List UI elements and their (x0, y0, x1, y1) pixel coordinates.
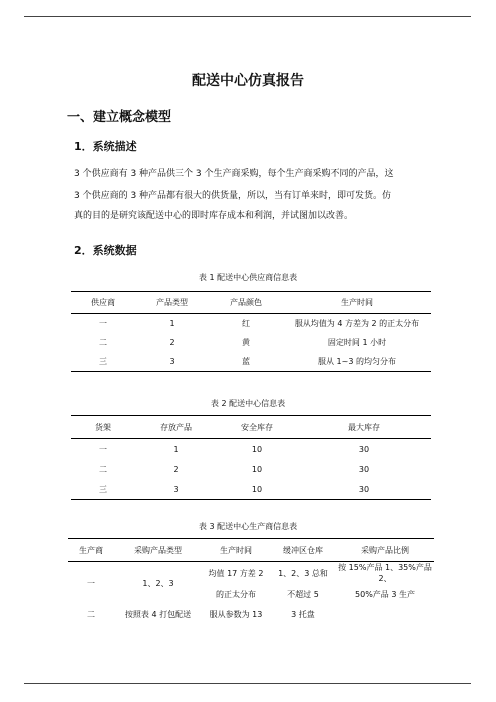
table1-caption: 表 1 配送中心供应商信息表 (198, 273, 298, 282)
table-cell: 按照表 4 打包配送 (124, 609, 192, 619)
table-cell: 1 (173, 444, 179, 454)
table-cell: 3 (169, 357, 175, 366)
table-cell: 50%产品 3 生产 (355, 589, 415, 599)
table-cell: 一 (99, 444, 107, 454)
table-cell: 2 (169, 338, 175, 347)
table-cell: 30 (358, 464, 370, 474)
table-cell: 一 (99, 319, 107, 328)
column-header: 生产时间 (202, 539, 270, 562)
table-row (71, 479, 431, 500)
column-header: 安全库存 (217, 416, 297, 439)
table-row (71, 439, 431, 460)
top-rule (24, 16, 471, 17)
table-cell: 的正太分布 (216, 589, 256, 599)
table-cell: 三 (99, 484, 107, 494)
table-cell: 2 (173, 464, 179, 474)
table-cell: 3 托盘 (291, 609, 315, 619)
description-line-3: 真的目的是研究该配送中心的即时库存成本和利润，并试图加以改善。 (74, 211, 354, 221)
column-header: 供应商 (71, 292, 135, 314)
table3-caption: 表 3 配送中心生产商信息表 (198, 522, 298, 531)
table-cell: 3 (173, 484, 179, 494)
table-cell: 10 (251, 444, 263, 454)
description-line-2: 3 个供应商的 3 种产品都有很大的供货量，所以，当有订单来时，即可发货。仿 (74, 191, 392, 201)
table-row (71, 314, 431, 334)
table-row (71, 333, 431, 352)
table-cell: 红 (242, 319, 250, 328)
table-cell: 10 (251, 464, 263, 474)
table-cell: 固定时间 1 小时 (327, 338, 387, 347)
column-header: 缓冲区仓库 (270, 539, 336, 562)
table-row (71, 459, 431, 479)
column-header: 采购产品类型 (114, 539, 202, 562)
table-cell: 二 (87, 609, 95, 619)
table-cell: 服从均值为 4 方差为 2 的正太分布 (294, 319, 420, 328)
subsection-heading-description: 1．系统描述 (74, 140, 137, 153)
table-cell: 一 (87, 578, 95, 588)
table-cell: 蓝 (242, 357, 250, 366)
column-header: 采购产品比例 (336, 539, 434, 562)
table-cell: 1、2、3 总和 (278, 568, 328, 578)
document-title: 配送中心仿真报告 (192, 73, 304, 89)
table-row (68, 604, 434, 624)
column-header: 产品类型 (135, 292, 209, 314)
table-cell: 二 (99, 338, 107, 347)
bottom-rule (24, 683, 471, 684)
supplier-table (71, 291, 431, 372)
distribution-center-table (71, 415, 431, 500)
table-cell (336, 604, 434, 624)
table-cell: 三 (99, 357, 107, 366)
table-cell: 30 (358, 484, 370, 494)
table-header-row (68, 539, 434, 562)
table-header-row (71, 416, 431, 439)
table-cell: 二 (99, 464, 107, 474)
table-cell: 服从 1~3 的均匀分布 (318, 357, 396, 366)
section-heading: 一、建立概念模型 (67, 110, 172, 125)
column-header: 存放产品 (135, 416, 217, 439)
table2-caption: 表 2 配送中心信息表 (210, 399, 286, 408)
table-cell: 不超过 5 (287, 589, 319, 599)
column-header: 生产商 (68, 539, 114, 562)
table-cell: 均值 17 方差 2 (208, 568, 264, 578)
table-row (68, 562, 434, 585)
table-cell: 黄 (242, 338, 250, 347)
table-cell: 1、2、3 (142, 578, 174, 588)
table-cell: 30 (358, 444, 370, 454)
table-cell: 1 (169, 319, 175, 328)
producer-table (68, 538, 434, 624)
table-cell: 服从参数为 13 (209, 609, 263, 619)
table-cell: 10 (251, 484, 263, 494)
column-header: 货架 (71, 416, 135, 439)
table-row (71, 352, 431, 372)
column-header: 最大库存 (297, 416, 431, 439)
subsection-heading-data: 2．系统数据 (74, 244, 137, 257)
column-header: 生产时间 (283, 292, 431, 314)
column-header: 产品颜色 (209, 292, 283, 314)
table-cell: 按 15%产品 1、35%产品 2、 (338, 563, 432, 583)
description-line-1: 3 个供应商有 3 种产品供三个 3 个生产商采购，每个生产商采购不同的产品，这 (74, 169, 394, 179)
table-header-row (71, 292, 431, 314)
